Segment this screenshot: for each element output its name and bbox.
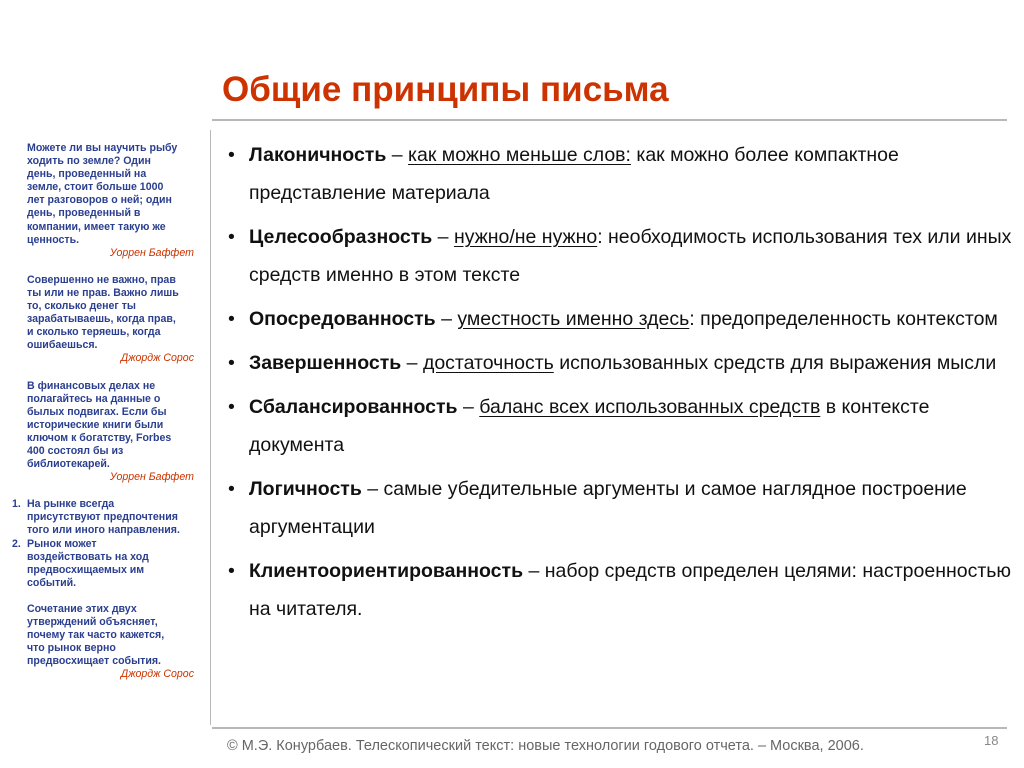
principle-laconicism — [228, 136, 1013, 212]
bullet-marker: • — [228, 478, 235, 500]
principle-term: Завершенность — [249, 352, 402, 374]
bullet-marker: • — [228, 308, 235, 330]
quote-line: На рынке всегда — [27, 498, 115, 511]
quote-line: что рынок верно — [27, 642, 116, 655]
bullet-marker: • — [228, 352, 235, 374]
bullet-marker: • — [228, 396, 235, 418]
quote-line: земле, стоит больше 1000 — [27, 181, 164, 194]
quote-line: ты или не прав. Важно лишь — [27, 286, 179, 299]
numbered-list — [12, 498, 198, 590]
quote-line: былых подвигах. Если бы — [27, 405, 167, 418]
quote-author: Уоррен Баффет — [109, 471, 194, 484]
quote-text — [12, 380, 198, 472]
list-number: 1. — [12, 498, 21, 511]
principle-logic — [228, 470, 1013, 546]
principle-dash: – — [432, 226, 454, 248]
quote-line: Можете ли вы научить рыбу — [27, 142, 178, 154]
quote-line: день, проведенный на — [27, 168, 147, 181]
quote-line: ходить по земле? Один — [27, 155, 151, 168]
sidebar-divider — [210, 130, 211, 725]
slide-title: Общие принципы письма — [222, 70, 669, 109]
principle-dash: – — [386, 144, 409, 166]
quote-author: Джордж Сорос — [120, 352, 194, 365]
quote-line: присутствуют предпочтения — [27, 511, 178, 524]
quote-line: утверждений объясняет, — [27, 616, 158, 628]
principle-dash: – — [361, 478, 384, 500]
principle-description: набор средств определен целями: настроенностью на читателя. — [249, 560, 1012, 620]
quote-line: Сочетание этих двух — [27, 602, 137, 615]
quote-line: компании, имеет такую же — [27, 220, 166, 233]
quote-text — [12, 603, 198, 668]
principle-expediency — [228, 218, 1013, 294]
principle-key: достаточность — [422, 352, 554, 374]
quote-line: Рынок может — [27, 537, 97, 550]
quote-line: предвосхищаемых им — [27, 563, 145, 576]
quote-soros-right-wrong — [12, 274, 198, 366]
title-divider — [212, 119, 1007, 121]
principle-dash: – — [457, 396, 480, 418]
principle-key: нужно/не нужно — [453, 226, 598, 248]
page-number: 18 — [984, 733, 999, 748]
quote-line: то, сколько денег ты — [27, 300, 136, 313]
quote-line: ключом к богатству, Forbes — [27, 431, 172, 444]
principle-key: уместность именно здесь — [457, 308, 690, 330]
quote-sidebar — [12, 142, 198, 695]
quote-line: исторические книги были — [27, 418, 164, 431]
quote-line: предвосхищает события. — [27, 655, 161, 668]
principle-description: : предопределенность контекстом — [689, 308, 998, 330]
quote-text — [12, 142, 198, 247]
quote-line: лет разговоров о ней; один — [27, 194, 172, 207]
footer-copyright: © М.Э. Конурбаев. Телескопический текст: новые технологии годового отчета. – Москва, 2006. — [227, 738, 864, 754]
principle-key: баланс всех использованных средств — [479, 396, 821, 418]
principle-mediation — [228, 300, 1013, 338]
quote-line: воздействовать на ход — [27, 550, 149, 563]
quote-text — [12, 274, 198, 353]
quote-soros-market — [12, 498, 198, 681]
bullet-marker: • — [228, 144, 235, 166]
quote-line: Совершенно не важно, прав — [27, 273, 176, 286]
principle-client-orientation — [228, 552, 1013, 628]
bullet-marker: • — [228, 560, 235, 582]
bullet-marker: • — [228, 226, 235, 248]
principle-key: как можно меньше слов: — [408, 144, 631, 166]
quote-author: Джордж Сорос — [120, 668, 194, 681]
footer-divider — [212, 727, 1007, 729]
principle-description: использованных средств для выражения мысли — [553, 352, 997, 374]
principle-term: Клиентоориентированность — [249, 560, 524, 582]
quote-line: день, проведенный в — [27, 207, 141, 220]
quote-line: почему так часто кажется, — [27, 629, 165, 642]
principle-description: самые убедительные аргументы и самое наглядное построение аргументации — [249, 478, 967, 538]
principle-description: как можно более компактное представление материала — [249, 144, 899, 204]
quote-line: и сколько теряешь, когда — [27, 326, 161, 339]
principle-completeness — [228, 344, 1013, 382]
quote-buffett-fish — [12, 142, 198, 260]
principle-term: Сбалансированность — [249, 396, 458, 418]
quote-author: Уоррен Баффет — [109, 246, 194, 259]
list-number: 2. — [12, 537, 21, 550]
quote-line: библиотекарей. — [27, 458, 110, 471]
numbered-list-item — [12, 498, 198, 537]
quote-line: 400 состоял бы из — [27, 444, 124, 457]
quote-line: того или иного направления. — [27, 524, 180, 537]
principle-description: : необходимость использования тех или иных средств именно в этом тексте — [249, 226, 1012, 286]
quote-line: зарабатываешь, когда прав, — [27, 313, 176, 326]
spacer — [12, 590, 198, 603]
principle-term: Логичность — [249, 478, 362, 500]
numbered-list-item — [12, 538, 198, 590]
principle-dash: – — [523, 560, 545, 582]
principle-term: Опосредованность — [249, 308, 436, 330]
principle-balance — [228, 388, 1013, 464]
quote-line: ценность. — [27, 233, 80, 246]
principle-description: в контексте документа — [249, 396, 930, 456]
principle-term: Целесообразность — [249, 226, 433, 248]
quote-line: ошибаешься. — [27, 339, 98, 352]
principle-dash: – — [435, 308, 458, 330]
quote-line: В финансовых делах не — [27, 379, 156, 392]
principles-list — [228, 136, 1013, 634]
principle-term: Лаконичность — [249, 144, 387, 166]
principle-dash: – — [401, 352, 423, 374]
quote-line: полагайтесь на данные о — [27, 392, 161, 405]
quote-line: событий. — [27, 576, 77, 589]
quote-buffett-forbes — [12, 380, 198, 485]
